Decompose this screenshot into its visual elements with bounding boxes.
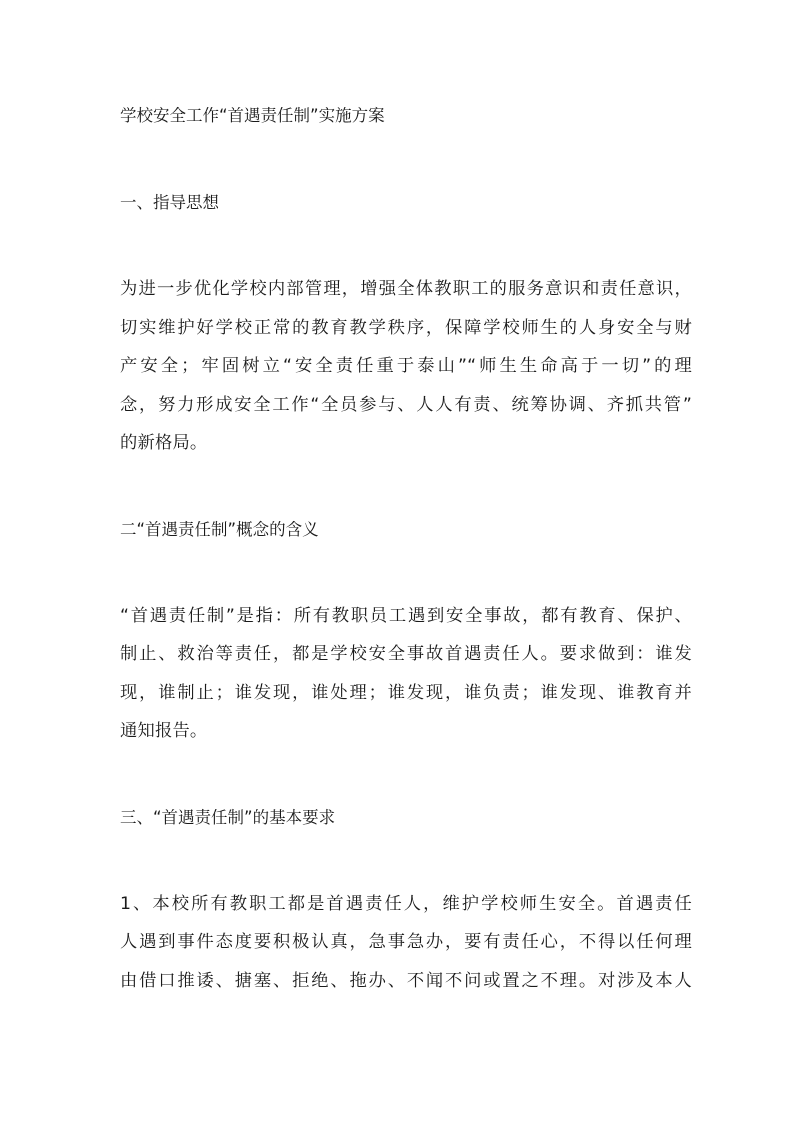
paragraph-line: 切实维护好学校正常的教育教学秩序，保障学校师生的人身安全与财 — [120, 317, 692, 338]
section-heading-1: 一、指导思想 — [120, 193, 219, 212]
section-heading-3: 三、“首遇责任制”的基本要求 — [120, 807, 336, 827]
section-paragraph-3 — [120, 885, 692, 1001]
document-title: 学校安全工作“首遇责任制”实施方案 — [120, 106, 385, 125]
paragraph-line: 制止、救治等责任，都是学校安全事故首遇责任人。要求做到：谁发 — [120, 644, 692, 664]
document-body — [120, 96, 692, 1047]
section-heading-2: 二“首遇责任制”概念的含义 — [120, 519, 319, 539]
section-paragraph-1 — [120, 270, 692, 463]
paragraph-line: 人遇到事件态度要积极认真，急事急办，要有责任心，不得以任何理 — [120, 932, 692, 952]
paragraph-line: 的新格局。 — [120, 433, 208, 453]
section-paragraph-2 — [120, 597, 692, 751]
paragraph-line: 通知报告。 — [120, 721, 208, 741]
paragraph-line: 为进一步优化学校内部管理，增强全体教职工的服务意识和责任意识， — [120, 279, 692, 299]
paragraph-line: 现，谁制止；谁发现，谁处理；谁发现，谁负责；谁发现、谁教育并 — [120, 682, 692, 703]
paragraph-line: “首遇责任制”是指：所有教职员工遇到安全事故，都有教育、保护、 — [120, 605, 692, 626]
paragraph-line: 1、本校所有教职工都是首遇责任人，维护学校师生安全。首遇责任 — [120, 893, 692, 914]
paragraph-line: 由借口推诿、搪塞、拒绝、拖办、不闻不问或置之不理。对涉及本人 — [120, 970, 692, 991]
paragraph-line: 产安全；牢固树立“安全责任重于泰山”“师生生命高于一切”的理 — [120, 356, 692, 376]
paragraph-line: 念，努力形成安全工作“全员参与、人人有责、统筹协调、齐抓共管” — [120, 394, 692, 415]
